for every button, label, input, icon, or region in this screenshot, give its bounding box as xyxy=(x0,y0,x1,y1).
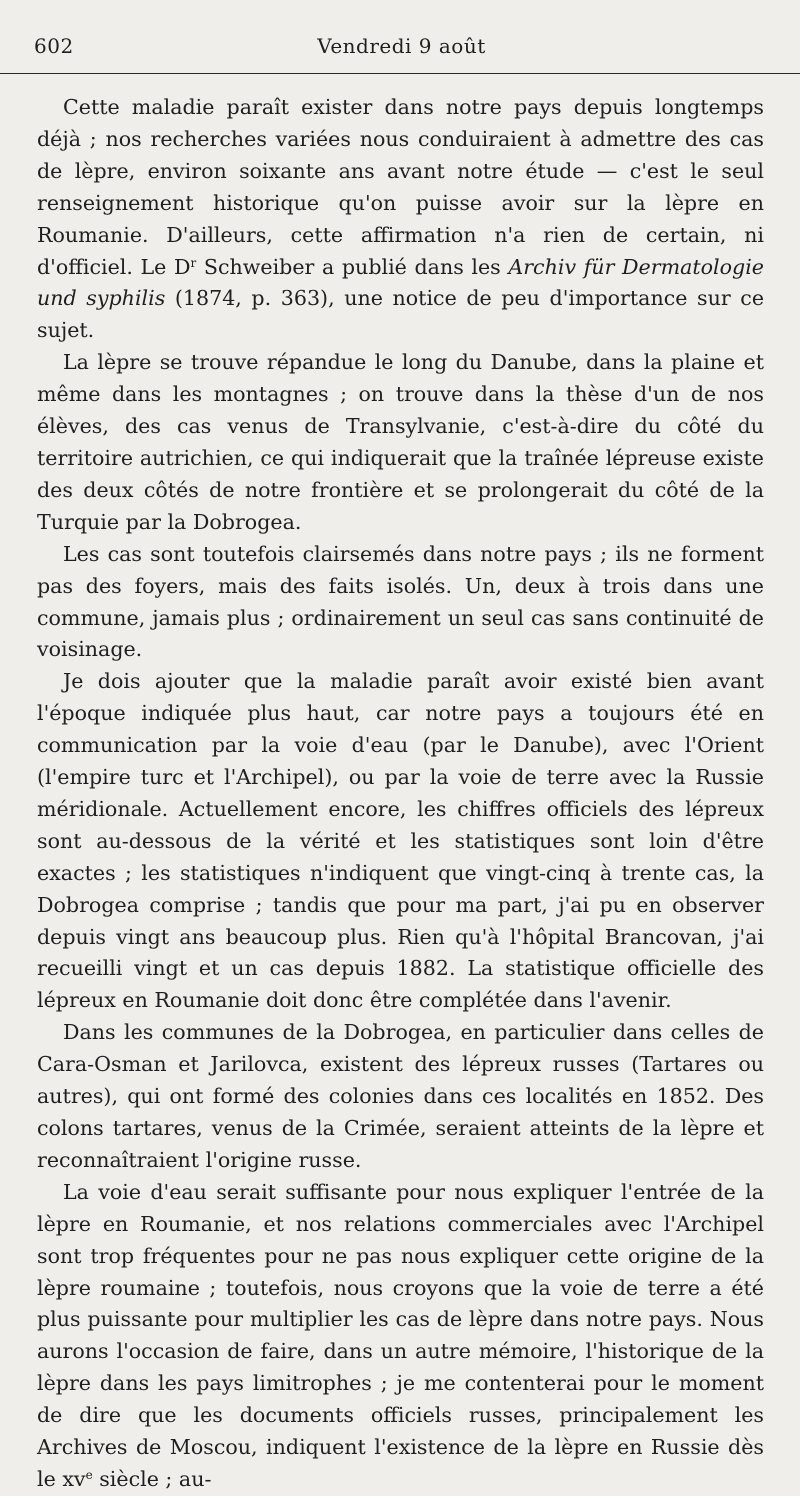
paragraph-2: La lèpre se trouve répandue le long du Danube, dans la plaine et même dans les montagnes ; on trouve dans la thèse d'un de nos élèves, des cas venus de Transylvanie, c'est-à-dire du côté du territoire autrichien, ce qui indiquerait que la traînée lépreuse existe des deux côtés de notre frontière et se prolongerait du côté de la Turquie par la Dobrogea. xyxy=(37,350,764,534)
running-header xyxy=(34,0,766,62)
superscript-r: r xyxy=(190,255,197,270)
journal-title: Archiv für Dermatologie und syphilis xyxy=(37,254,764,311)
paragraph-1 xyxy=(37,92,764,347)
header-rule xyxy=(0,73,800,74)
paragraph-6 xyxy=(37,1177,764,1496)
paragraph-1-text: Cette maladie paraît exister dans notre pays depuis longtemps déjà ; nos recherches variées nous conduiraient à admettre des cas de lèpre, environ soixante ans avant notre étude — c'est le seul renseignement historique qu'on puisse avoir sur la lèpre en Roumanie. D'ailleurs, cette affirmation n'a rien de certain, ni d'officiel. Le D xyxy=(37,95,764,279)
paragraph-5: Dans les communes de la Dobrogea, en particulier dans celles de Cara-Osman et Jarilovca, existent des lépreux russes (Tartares ou autres), qui ont formé des colonies dans ces localités en 1852. Des colons tartares, venus de la Crimée, seraient atteints de la lèpre et reconnaîtraient l'origine russe. xyxy=(37,1020,764,1172)
superscript-e: e xyxy=(85,1467,93,1482)
paragraph-1-text-2: Schweiber a publié dans les xyxy=(196,254,509,279)
page-number: 602 xyxy=(34,34,74,58)
paragraph-6-text: La voie d'eau serait suffisante pour nous expliquer l'entrée de la lèpre en Roumanie, et nos relations commerciales avec l'Archipel sont trop fréquentes pour ne pas nous expliquer cette origine de la lèpre roumaine ; toutefois, nous croyons que la voie de terre a été plus puissante pour multiplier les cas de lèpre dans notre pays. Nous aurons l'occasion de faire, dans un autre mémoire, l'historique de la lèpre dans les pays limitrophes ; je me contenterai pour le moment de dire que les documents officiels russes, principalement les Archives de Moscou, indiquent l'existence de la lèpre en Russie dès le xv xyxy=(37,1179,764,1491)
paragraph-6-text-2: siècle ; au- xyxy=(92,1466,212,1491)
body-text xyxy=(37,92,764,1496)
paragraph-3: Les cas sont toutefois clairsemés dans notre pays ; ils ne forment pas des foyers, mais des faits isolés. Un, deux à trois dans une commune, jamais plus ; ordinairement un seul cas sans continuité de voisinage. xyxy=(37,541,764,662)
paragraph-4: Je dois ajouter que la maladie paraît avoir existé bien avant l'époque indiquée plus haut, car notre pays a toujours été en communication par la voie d'eau (par le Danube), avec l'Orient (l'empire turc et l'Archipel), ou par la voie de terre avec la Russie méridionale. Actuellement encore, les chiffres officiels des lépreux sont au-dessous de la vérité et les statistiques sont loin d'être exactes ; les statistiques n'indiquent que vingt-cinq à trente cas, la Dobrogea comprise ; tandis que pour ma part, j'ai pu en observer depuis vingt ans beaucoup plus. Rien qu'à l'hôpital Brancovan, j'ai recueilli vingt et un cas depuis 1882. La statistique officielle des lépreux en Roumanie doit donc être complétée dans l'avenir. xyxy=(37,669,764,1013)
paragraph-1-text-3: (1874, p. 363), une notice de peu d'importance sur ce sujet. xyxy=(37,286,764,343)
running-title: Vendredi 9 août xyxy=(317,34,486,58)
